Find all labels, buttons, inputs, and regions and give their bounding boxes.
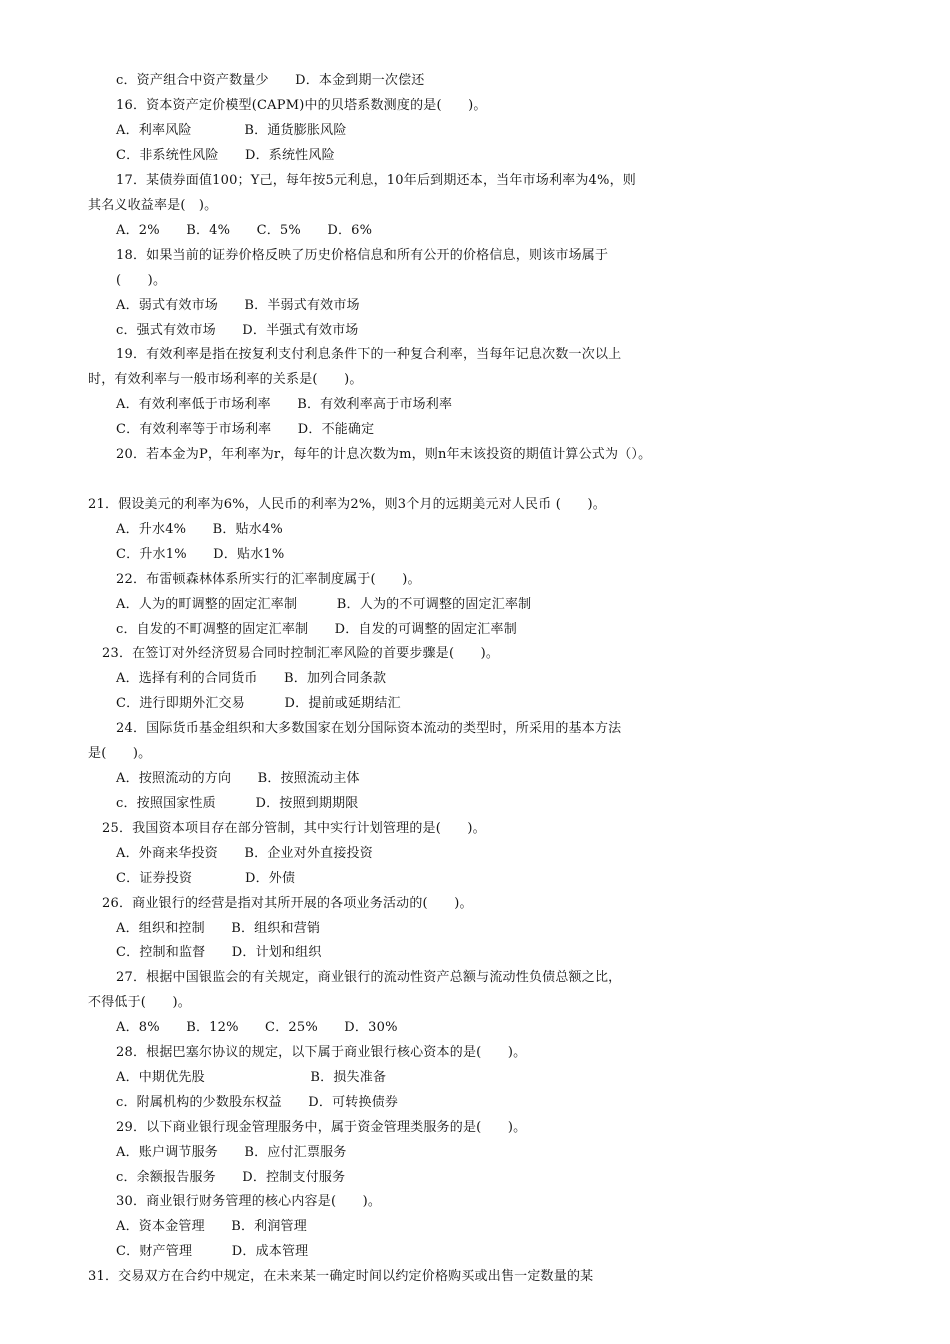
text-line: C．证券投资 D．外债 [116, 871, 296, 886]
text-line: 其名义收益率是( )。 [88, 198, 218, 213]
question-22: 22．布雷顿森林体系所实行的汇率制度属于( )。 [116, 572, 421, 587]
question-25: 25．我国资本项目存在部分管制，其中实行计划管理的是( )。 [102, 821, 486, 836]
text-line: c．余额报告服务 D．控制支付服务 [116, 1170, 346, 1185]
text-line: A．资本金管理 B．利润管理 [116, 1219, 307, 1234]
text-line: A．账户调节服务 B．应付汇票服务 [116, 1145, 347, 1160]
text-line: 不得低于( )。 [88, 995, 191, 1010]
text-line: A．升水4% B．贴水4% [116, 522, 283, 537]
text-line: c．自发的不町凋整的固定汇率制 D．自发的可调整的固定汇率制 [116, 622, 517, 637]
text-line: A．选择有利的合同货币 B．加列合同条款 [116, 671, 387, 686]
text-line: C．控制和监督 D．计划和组织 [116, 945, 322, 960]
text-line: A．组织和控制 B．组织和营销 [116, 921, 321, 936]
text-line: A．2% B．4% C．5% D．6% [116, 223, 373, 238]
question-19: 19．有效利率是指在按复利支付利息条件下的一种复合利率，当每年记息次数一次以上 [116, 347, 622, 362]
text-line: A．人为的町调整的固定汇率制 B．人为的不可调整的固定汇率制 [116, 597, 532, 612]
text-line: C．财产管理 D．成本管理 [116, 1244, 309, 1259]
text-line: ( )。 [116, 273, 167, 288]
text-line: c．资产组合中资产数量少 D．本金到期一次偿还 [116, 73, 425, 88]
question-17: 17．某债券面值100；Y己，每年按5元利息，10年后到期还本，当年市场利率为4%，则 [116, 173, 636, 188]
question-20: 20．若本金为P，年利率为r，每年的计息次数为m，则n年末该投资的期值计算公式为（）。 [116, 447, 652, 462]
question-29: 29．以下商业银行现金管理服务中，属于资金管理类服务的是( )。 [116, 1120, 527, 1135]
text-line: C．升水1% D．贴水1% [116, 547, 285, 562]
text-line: c．强式有效市场 D．半强式有效市场 [116, 323, 359, 338]
question-31: 31．交易双方在合约中规定，在未来某一确定时间以约定价格购买或出售一定数量的某 [88, 1269, 594, 1284]
question-28: 28．根据巴塞尔协议的规定，以下属于商业银行核心资本的是( )。 [116, 1045, 527, 1060]
text-line: C．非系统性风险 D．系统性风险 [116, 148, 335, 163]
text-line: A．8% B．12% C．25% D．30% [116, 1020, 398, 1035]
text-line: 是( )。 [88, 746, 152, 761]
text-line: A．弱式有效市场 B．半弱式有效市场 [116, 298, 360, 313]
text-line: 时，有效利率与一般市场利率的关系是( )。 [88, 372, 363, 387]
text-line: A．中期优先股 B．损失准备 [116, 1070, 387, 1085]
text-line: A．外商来华投资 B．企业对外直接投资 [116, 846, 373, 861]
question-16: 16．资本资产定价模型(CAPM)中的贝塔系数测度的是( )。 [116, 98, 487, 113]
text-line: c．附属机构的少数股东权益 D．可转换债券 [116, 1095, 399, 1110]
question-21: 21．假设美元的利率为6%，人民币的利率为2%，则3个月的远期美元对人民币 ( )。 [88, 497, 606, 512]
question-27: 27．根据中国银监会的有关规定，商业银行的流动性资产总额与流动性负债总额之比， [116, 970, 622, 985]
text-line: A．按照流动的方向 B．按照流动主体 [116, 771, 360, 786]
question-18: 18．如果当前的证券价格反映了历史价格信息和所有公开的价格信息，则该市场属于 [116, 248, 609, 263]
text-line: A．利率风险 B．通货膨胀风险 [116, 123, 347, 138]
text-line: A．有效利率低于市场利率 B．有效利率高于市场利率 [116, 397, 453, 412]
question-24: 24．国际货币基金组织和大多数国家在划分国际资本流动的类型时，所采用的基本方法 [116, 721, 622, 736]
question-26: 26．商业银行的经营是指对其所开展的各项业务活动的( )。 [102, 896, 473, 911]
question-23: 23．在签订对外经济贸易合同时控制汇率风险的首要步骤是( )。 [102, 646, 500, 661]
text-line: C．进行即期外汇交易 D．提前或延期结汇 [116, 696, 401, 711]
text-line: C．有效利率等于市场利率 D．不能确定 [116, 422, 375, 437]
question-30: 30．商业银行财务管理的核心内容是( )。 [116, 1194, 382, 1209]
text-line: c．按照国家性质 D．按照到期期限 [116, 796, 359, 811]
